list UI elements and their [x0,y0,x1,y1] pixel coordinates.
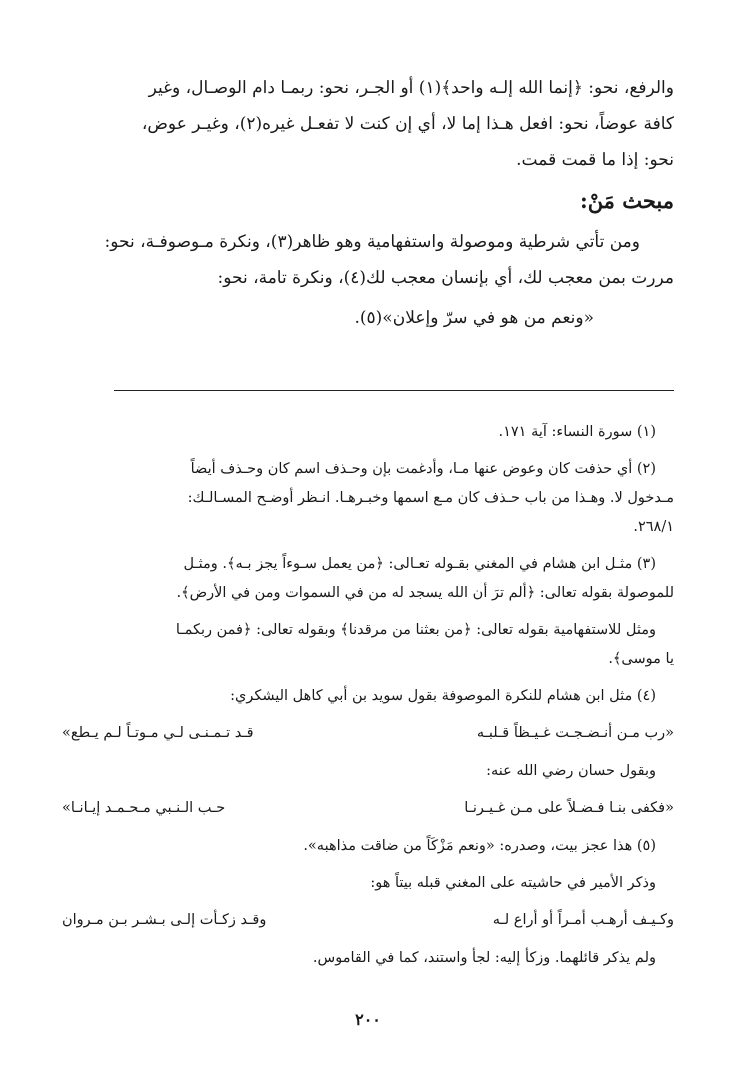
verse-2 [62,794,674,822]
verse-3-second-hemistich: وقـد زكـأت إلـى بـشـر بـن مـروان [62,912,267,928]
verse-2-first-hemistich: «فكفى بنـا فـضـلاً على مـن غـيـرنـا [464,800,674,816]
footnote-3b-line1: ومثل للاستفهامية بقوله تعالى: ﴿من بعثنا من مرقدنا﴾ وبقوله تعالى: ﴿فمن ربكمـا [175,622,656,638]
para1-line1: والرفع، نحو: ﴿إنما الله إلـه واحد﴾(١) أو الجـر، نحو: ربمـا دام الوصـال، وغير [148,78,674,98]
footnote-5: (٥) هذا عجز بيت، وصدره: «ونعم مَزْكَاً من ضاقت مذاهبه». [303,838,656,854]
para1-line2: كافة عوضاً، نحو: افعل هـذا إما لا، أي إن كنت لا تفعـل غيره(٢)، وغيـر عوض، [141,114,674,134]
verse-1-first-hemistich: «رب مـن أنـضـجـت غـيـظاً قـلبـه [476,725,674,741]
verse-3 [62,906,674,934]
footnote-5-final: ولم يذكر قائلهما. وزكأ إليه: لجأ واستند، كما في القاموس. [312,950,656,966]
footnote-5-continued: وذكر الأمير في حاشيته على المغني قبله بيتاً هو: [370,875,656,891]
para2-line2: مررت بمن معجب لك، أي بإنسان معجب لك(٤)، ونكرة تامة، نحو: [217,268,674,288]
para2-line1: ومن تأتي شرطية وموصولة واستفهامية وهو ظاهر(٣)، ونكرة مـوصوفـة، نحو: [104,232,640,252]
footnote-3b-line2: يا موسى﴾. [608,651,674,667]
footnote-2-line1: (٢) أي حذفت كان وعوض عنها مـا، وأدغمت بإن وحـذف اسم كان وحـذف أيضاً [190,461,656,477]
footnote-3-continued [62,616,674,674]
verse-1 [62,719,674,747]
verse-1-second-hemistich: قـد تـمـنـى لـي مـوتـاً لـم يـطع» [62,725,254,741]
footnote-divider [114,390,674,391]
footnote-3-line2: للموصولة بقوله تعالى: ﴿ألم ترَ أن الله يسجد له من في السموات ومن في الأرض﴾. [176,585,674,601]
footnote-1: (١) سورة النساء: آية ١٧١. [498,424,656,440]
para1-line3: نحو: إذا ما قمت قمت. [516,150,674,170]
footnote-4: (٤) مثل ابن هشام للنكرة الموصوفة بقول سويد بن أبي كاهل اليشكري: [230,688,656,704]
main-text [62,70,674,336]
footnote-3 [62,550,674,608]
verse-2-second-hemistich: حـب الـنـبي مـحـمـد إيـانـا» [62,800,226,816]
section-heading: مبحث مَنْ: [579,188,674,213]
footnote-4-continued: وبقول حسان رضي الله عنه: [486,763,656,779]
footnote-3-line1: (٣) مثـل ابن هشام في المغني بقـوله تعـالى: ﴿من يعمل سـوءاً يجز بـه﴾. ومثـل [183,556,656,572]
footnote-2 [62,455,674,542]
footnote-2-line2: مـدخول لا. وهـذا من باب حـذف كان مـع اسمها وخبـرهـا. انـظر أوضـح المسـالـك: [187,490,674,506]
footnote-2-line3: ٢٦٨/١. [633,519,674,535]
verse-3-first-hemistich: وكـيـف أرهـب أمـراً أو أراع لـه [492,912,674,928]
footnotes [62,418,674,981]
page-number: ٢٠٠ [355,1010,381,1029]
quote-line: «ونعم من هو في سرّ وإعلان»(٥). [354,308,594,328]
